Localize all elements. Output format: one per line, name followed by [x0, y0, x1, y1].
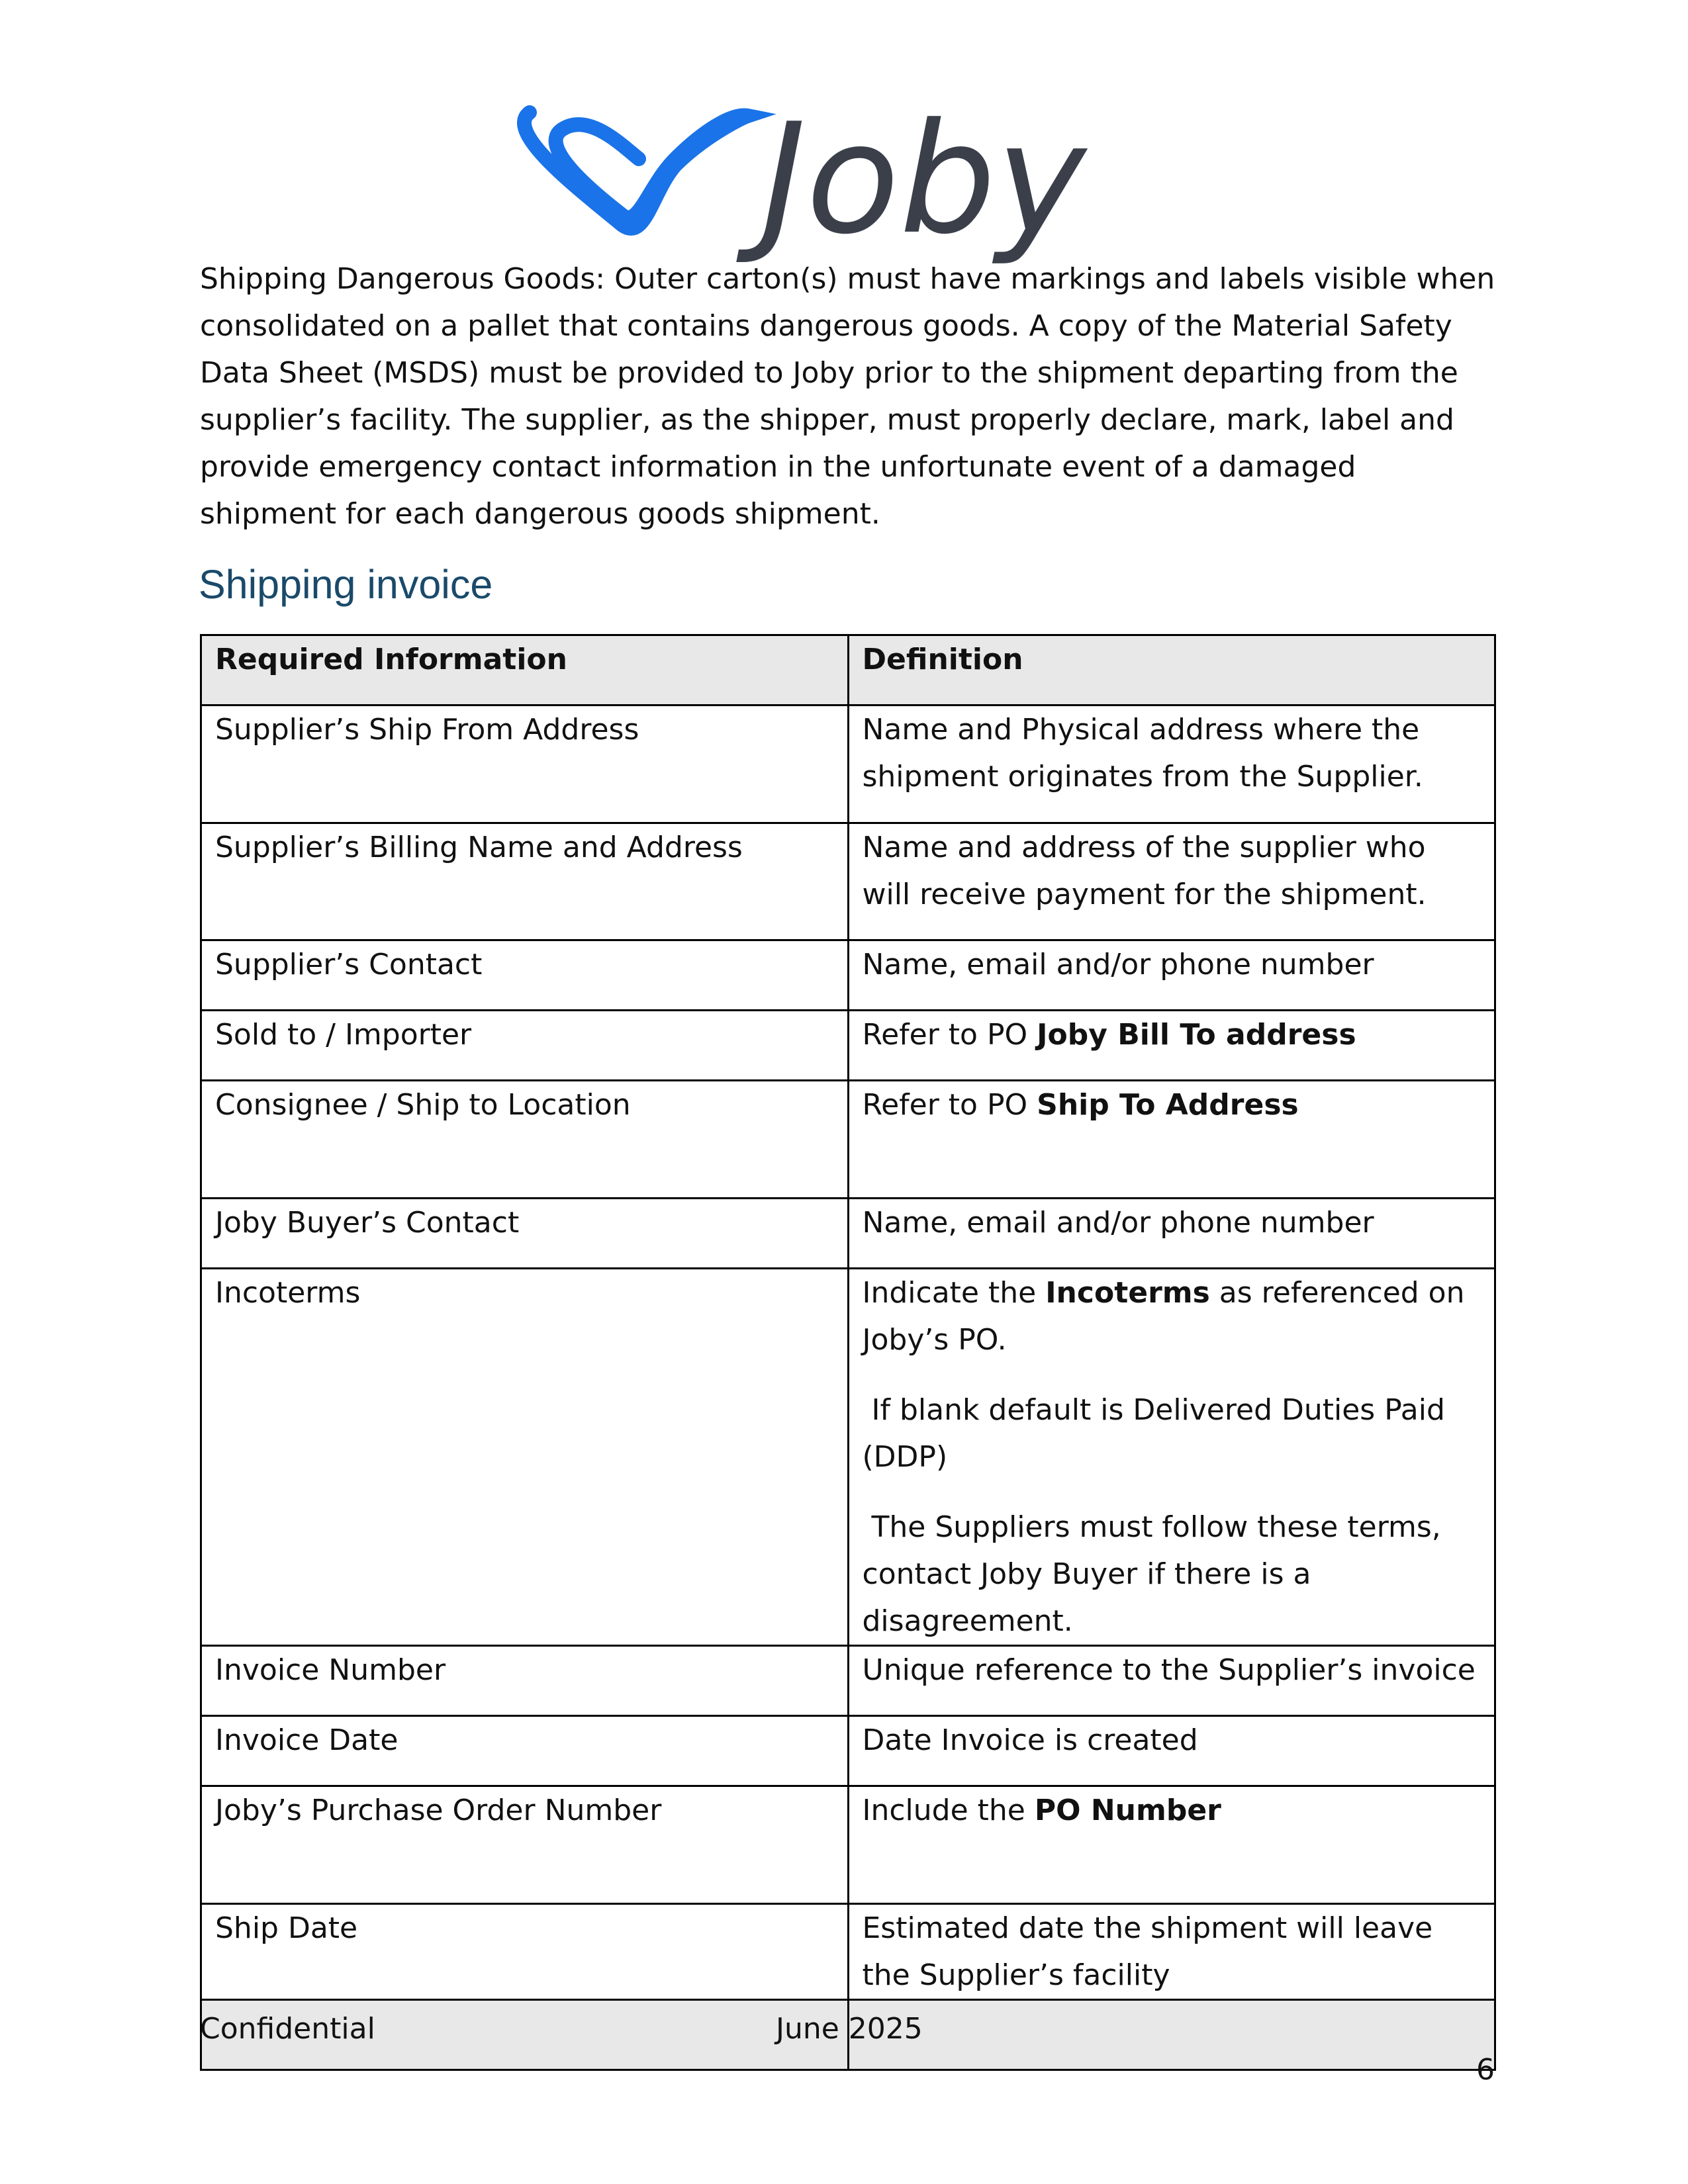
row-label: Consignee / Ship to Location [201, 1081, 849, 1199]
table-row [201, 705, 1495, 823]
table-row [201, 1011, 1495, 1081]
table-row [201, 1199, 1495, 1269]
header-required-information: Required Information [201, 635, 849, 705]
row-label: Invoice Number [201, 1646, 849, 1716]
row-definition [848, 1786, 1495, 1904]
definition-bold: PO Number [1034, 1794, 1221, 1827]
row-label: Joby’s Purchase Order Number [201, 1786, 849, 1904]
table-row [201, 1646, 1495, 1716]
row-definition: Name, email and/or phone number [848, 1199, 1495, 1269]
definition-text: Refer to PO [862, 1088, 1037, 1122]
definition-line: If blank default is Delivered Duties Paid (DDP) [862, 1393, 1454, 1474]
logo-mark-icon [524, 113, 748, 228]
row-label: Incoterms [201, 1269, 849, 1646]
row-definition: Estimated date the shipment will leave the Supplier’s facility [848, 1904, 1495, 2000]
footer-date: June 2025 [776, 2012, 923, 2046]
table-row [201, 940, 1495, 1011]
definition-bold: Incoterms [1045, 1276, 1210, 1310]
joby-logo-graphic [510, 93, 1185, 265]
row-label: Ship Date [201, 1904, 849, 2000]
row-label: Joby Buyer’s Contact [201, 1199, 849, 1269]
joby-logo [510, 93, 1185, 265]
row-label: Supplier’s Billing Name and Address [201, 823, 849, 940]
row-label: Supplier’s Contact [201, 940, 849, 1011]
definition-line: The Suppliers must follow these terms, contact Joby Buyer if there is a disagreement. [862, 1510, 1450, 1638]
table-header-row [201, 635, 1495, 705]
logo-wordmark: Joby [761, 93, 1086, 265]
page-number: 6 [1476, 2053, 1495, 2087]
table-row [201, 1786, 1495, 1904]
footer-confidential: Confidential [200, 2012, 375, 2046]
row-definition: Name and address of the supplier who will receive payment for the shipment. [848, 823, 1495, 940]
definition-text: Indicate the [862, 1276, 1046, 1310]
definition-bold: Joby Bill To address [1037, 1018, 1356, 1052]
definition-bold: Ship To Address [1037, 1088, 1299, 1122]
row-definition: Name and Physical address where the shipment originates from the Supplier. [848, 705, 1495, 823]
row-definition: Name, email and/or phone number [848, 940, 1495, 1011]
definition-text: as referenced on Joby’s PO. [862, 1276, 1465, 1357]
table-row [201, 1269, 1495, 1646]
shipping-invoice-table [200, 634, 1496, 2071]
row-label: Invoice Date [201, 1716, 849, 1786]
table-row [201, 823, 1495, 940]
row-definition [848, 1011, 1495, 1081]
row-label: Supplier’s Ship From Address [201, 705, 849, 823]
intro-paragraph: Shipping Dangerous Goods: Outer carton(s) must have markings and labels visible when consolidated on a pallet that contains dangerous goods. A copy of the Material Safety Data Sheet (MSDS) must be provided to Joby prior to the shipment departing from the supplier’s facility. The supplier, as the shipper, must properly declare, mark, label and provide emergency contact information in the unfortunate event of a damaged shipment for each dangerous goods shipment. [200, 262, 1495, 531]
row-definition [848, 1081, 1495, 1199]
definition-text: Refer to PO [862, 1018, 1037, 1052]
section-heading: Shipping invoice [199, 562, 493, 607]
row-definition: Date Invoice is created [848, 1716, 1495, 1786]
row-definition [848, 1269, 1495, 1646]
definition-text: Include the [862, 1794, 1035, 1827]
row-label: Sold to / Importer [201, 1011, 849, 1081]
table-row [201, 1081, 1495, 1199]
table-row [201, 1716, 1495, 1786]
row-definition: Unique reference to the Supplier’s invoice [848, 1646, 1495, 1716]
table-row [201, 1904, 1495, 2000]
header-definition: Definition [848, 635, 1495, 705]
empty-cell [848, 2000, 1495, 2070]
